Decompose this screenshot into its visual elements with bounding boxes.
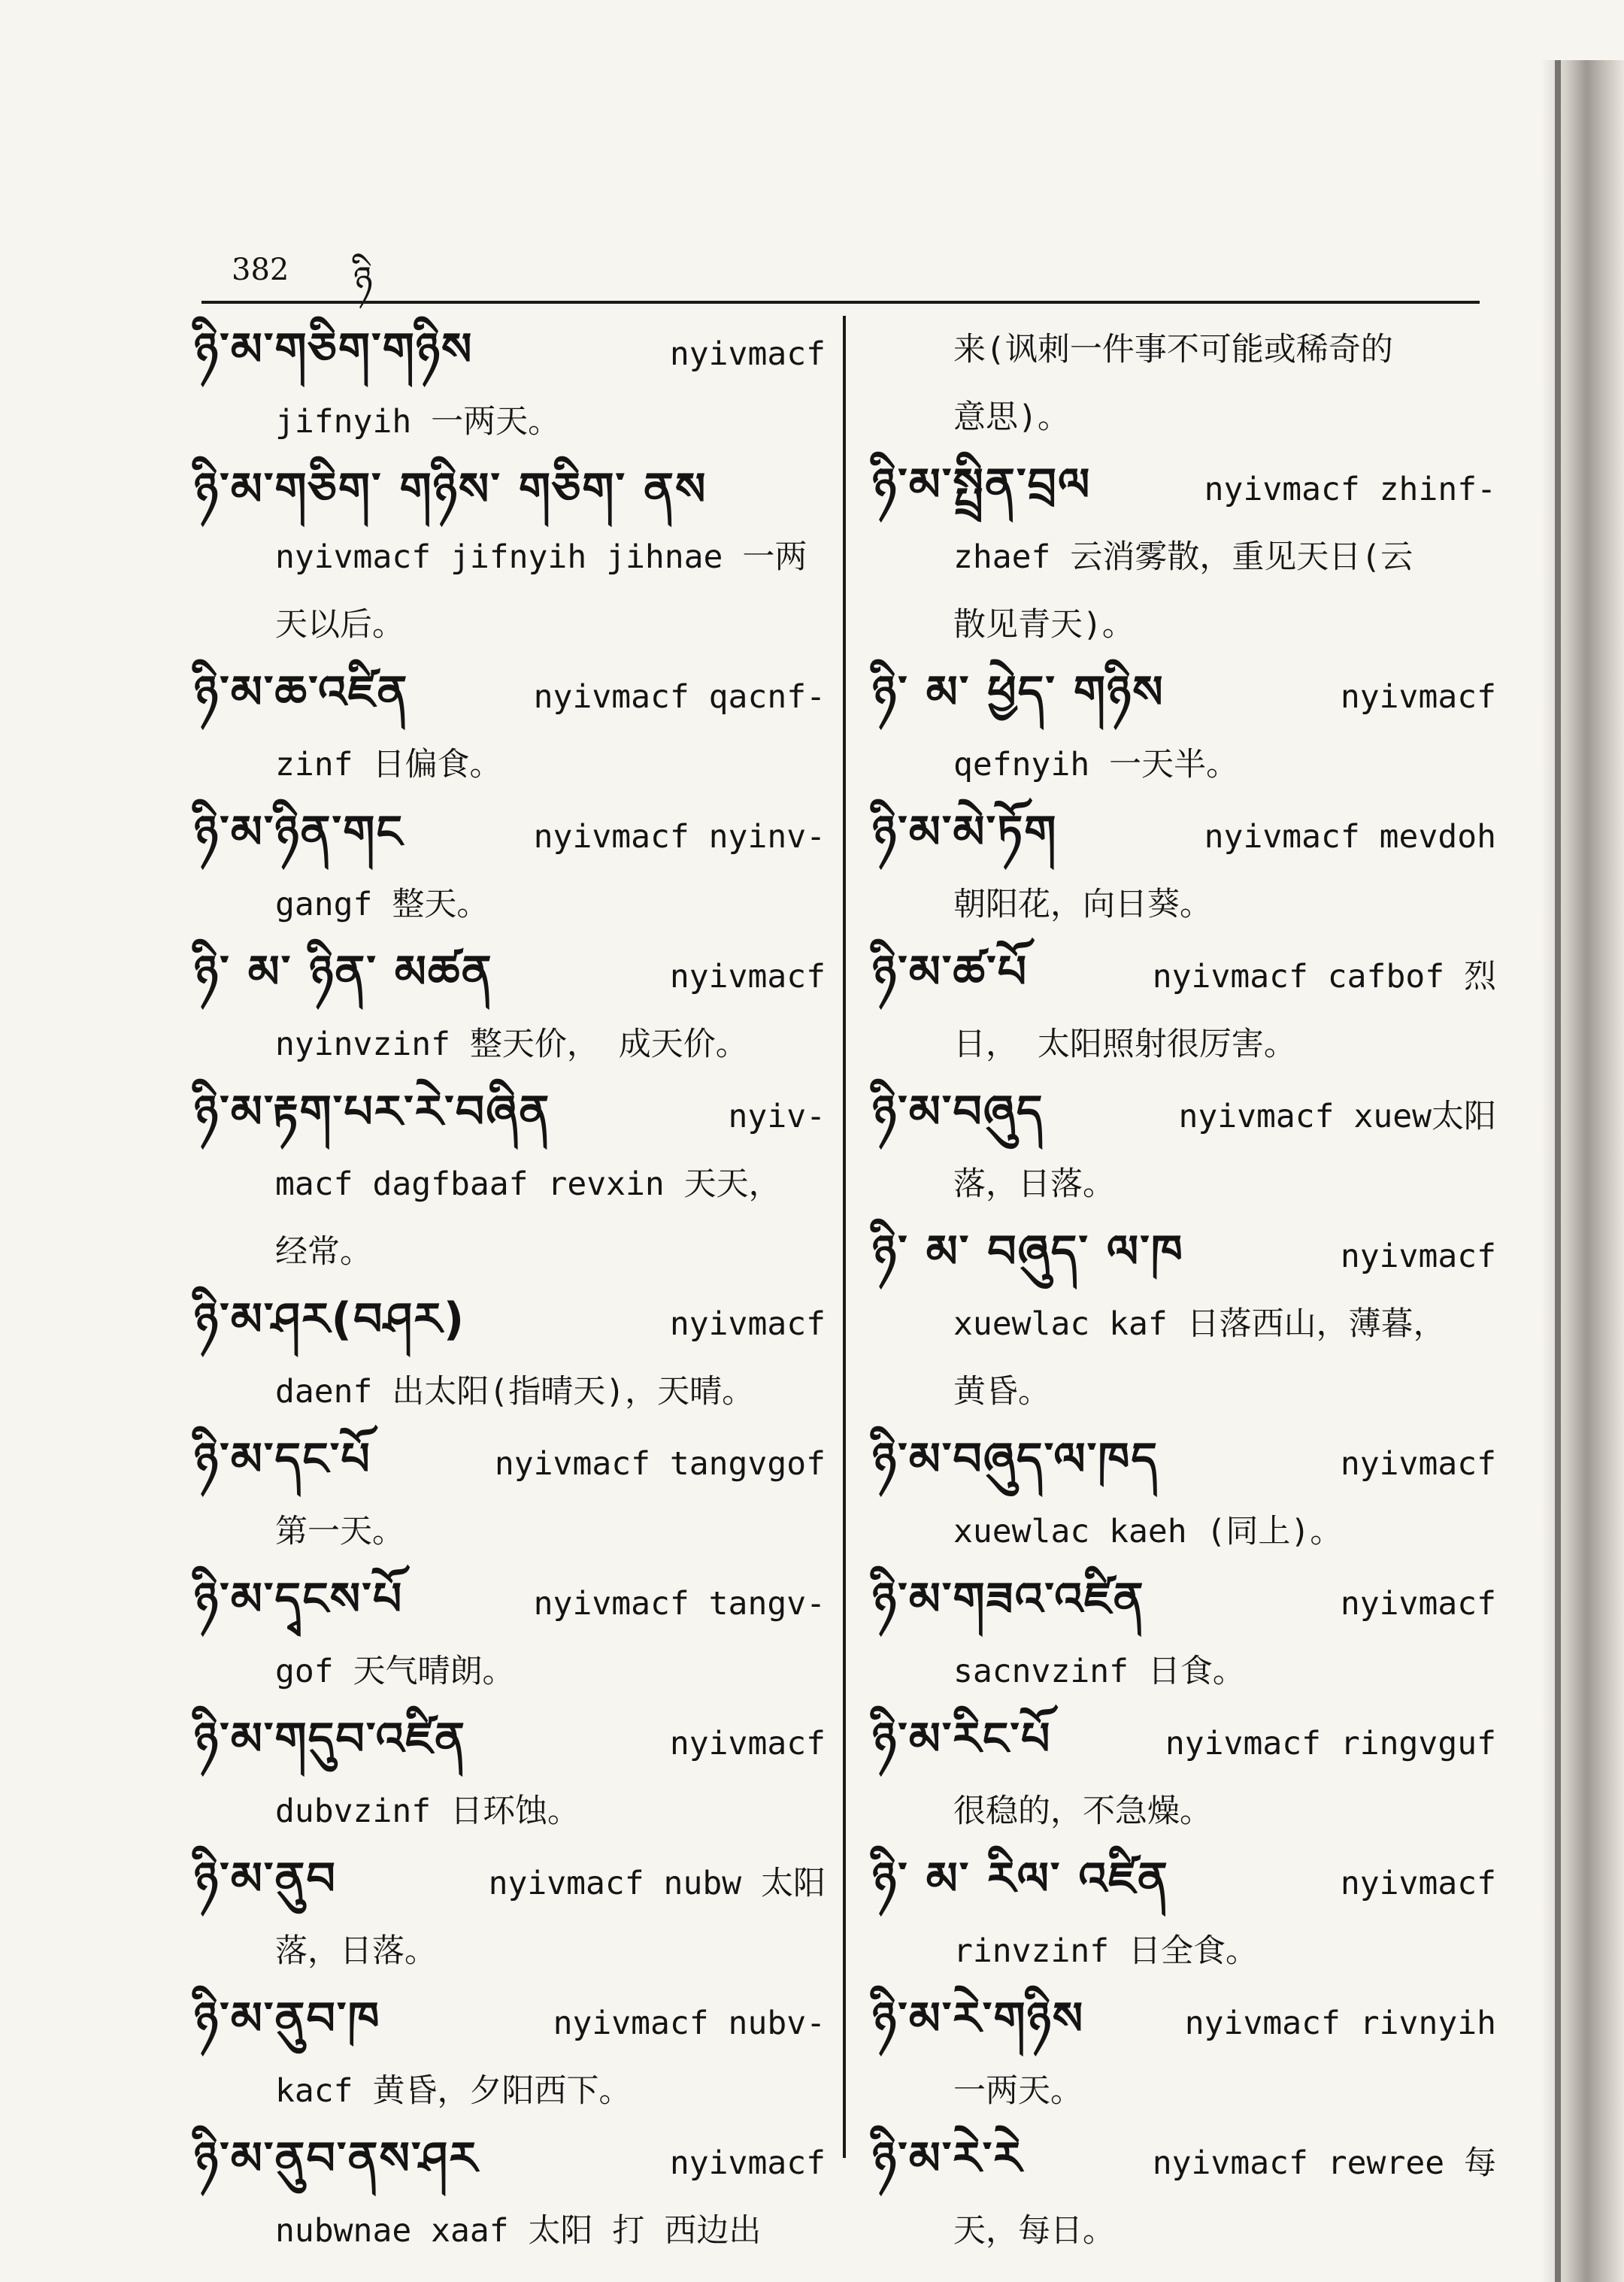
romanization: nyivmacf cafbof 烈 <box>1152 958 1496 996</box>
dictionary-entry <box>872 1426 1496 1565</box>
tibetan-headword: ཉི་མ་རྟག་པར་རེ་བཞིན <box>194 1086 551 1138</box>
dictionary-entry <box>194 1078 826 1286</box>
entry-definition-line <box>872 591 1496 659</box>
romanization: nyivmacf <box>669 1305 826 1343</box>
romanization: nyivmacf tangvgof <box>494 1445 826 1483</box>
entry-definition-line <box>194 2057 826 2125</box>
dictionary-entry <box>194 1565 826 1705</box>
dictionary-entry <box>872 2125 1496 2265</box>
entry-headword-line <box>194 1845 826 1917</box>
dictionary-entry <box>872 799 1496 938</box>
dictionary-entry <box>872 451 1496 659</box>
definition-text: macf dagfbaaf revxin 天天， <box>275 1165 781 1203</box>
definition-text: nyivmacf jifnyih jihnae 一两 <box>275 538 807 576</box>
left-column <box>194 316 826 2265</box>
tibetan-headword: ཉི་ མ་ ཉིན་ མཚན <box>194 946 493 999</box>
entry-definition-line <box>194 523 826 591</box>
entry-headword-line <box>872 1078 1496 1150</box>
running-header-letter: ཉི <box>353 259 373 301</box>
tibetan-headword: ཉི་མ་དང་པོ <box>194 1433 371 1486</box>
entry-headword-line <box>872 2125 1496 2197</box>
definition-text: gangf 整天。 <box>275 886 489 923</box>
tibetan-headword: ཉི་མ་ཚ་པོ <box>872 946 1029 999</box>
entry-definition-line <box>872 1777 1496 1845</box>
entry-definition-line <box>872 1917 1496 1985</box>
dictionary-entry <box>872 1565 1496 1705</box>
dictionary-entry <box>872 1705 1496 1845</box>
tibetan-headword: ཉི་མ་ཤར(བཤར) <box>194 1293 466 1346</box>
definition-text: sacnvzinf 日食。 <box>953 1653 1245 1690</box>
dictionary-entry <box>194 938 826 1078</box>
tibetan-headword: ཉི་མ་གཟའ་འཛིན <box>872 1573 1145 1626</box>
definition-text: nyinvzinf 整天价， 成天价。 <box>275 1026 748 1063</box>
romanization: nyivmacf xuew太阳 <box>1178 1098 1496 1135</box>
romanization: nyivmacf mevdoh <box>1204 818 1496 856</box>
entry-headword-line <box>194 1565 826 1638</box>
definition-text: dubvzinf 日环蚀。 <box>275 1793 580 1830</box>
definition-text: 落，日落。 <box>953 1165 1115 1203</box>
definition-text: daenf 出太阳(指晴天)，天晴。 <box>275 1373 755 1411</box>
entry-definition-line <box>194 388 826 456</box>
tibetan-headword: ཉི་མ་སྤྲིན་བྲལ <box>872 459 1092 511</box>
tibetan-headword: ཉི་མ་དྭངས་པོ <box>194 1573 404 1626</box>
romanization: nyivmacf nubv- <box>553 2005 826 2042</box>
entry-headword-line <box>872 1565 1496 1638</box>
tibetan-headword: ཉི་མ་ནུབ་ནས་ཤར <box>194 2132 479 2185</box>
romanization: nyivmacf tangv- <box>533 1585 826 1623</box>
entry-definition-line <box>872 2197 1496 2265</box>
right-column <box>872 316 1496 2265</box>
entry-headword-line <box>194 1426 826 1498</box>
definition-text: kacf 黄昏，夕阳西下。 <box>275 2072 632 2110</box>
definition-text: nubwnae xaaf 太阳 打 西边出 <box>275 2212 762 2250</box>
page-edge-shadow <box>1541 60 1624 2282</box>
entry-definition-line <box>194 2197 826 2265</box>
entry-headword-line <box>194 1985 826 2057</box>
entry-definition-line <box>194 591 826 659</box>
entry-definition-line <box>872 523 1496 591</box>
entry-headword-line <box>872 1705 1496 1777</box>
definition-text: 落，日落。 <box>275 1932 437 1970</box>
entry-definition-line <box>194 1011 826 1078</box>
entry-definition-line <box>872 1011 1496 1078</box>
entry-definition-line <box>872 871 1496 938</box>
romanization: nyivmacf <box>669 958 826 996</box>
romanization: nyivmacf nubw 太阳 <box>488 1865 826 1902</box>
tibetan-headword: ཉི་ མ་ ཕྱེད་ གཉིས <box>872 666 1165 719</box>
entry-headword-line <box>872 938 1496 1011</box>
dictionary-entry <box>194 659 826 799</box>
tibetan-headword: ཉི་མ་གདུབ་འཛིན <box>194 1713 467 1765</box>
entry-definition-line <box>194 1358 826 1426</box>
tibetan-headword: ཉི་མ་གཅིག་ གཉིས་ གཅིག་ ནས <box>194 463 707 516</box>
dictionary-entry <box>194 2125 826 2265</box>
romanization: nyivmacf zhinf- <box>1204 471 1496 508</box>
entry-definition-line <box>872 1638 1496 1705</box>
definition-text: 一两天。 <box>953 2072 1083 2110</box>
definition-text: 经常。 <box>275 1233 372 1271</box>
dictionary-entry <box>194 316 826 456</box>
definition-text: rinvzinf 日全食。 <box>953 1932 1258 1970</box>
entry-definition-line <box>872 383 1496 451</box>
definition-text: zhaef 云消雾散，重见天日(云 <box>953 538 1413 576</box>
definition-text: 朝阳花，向日葵。 <box>953 886 1212 923</box>
romanization: nyivmacf nyinv- <box>533 818 826 856</box>
entry-headword-line <box>194 1286 826 1358</box>
definition-text: xuewlac kaf 日落西山，薄暮， <box>953 1305 1446 1343</box>
entry-definition-line <box>194 1498 826 1565</box>
entry-definition-line <box>872 1498 1496 1565</box>
header-rule <box>201 301 1480 304</box>
definition-text: jifnyih 一两天。 <box>275 403 561 441</box>
entry-definition-line <box>872 2057 1496 2125</box>
tibetan-headword: ཉི་མ་མེ་ཏོག <box>872 806 1058 859</box>
entry-headword-line <box>194 1078 826 1150</box>
tibetan-headword: ཉི་མ་ཉིན་གང <box>194 806 404 859</box>
definition-text: 意思)。 <box>953 399 1070 436</box>
entry-definition-line <box>872 1290 1496 1358</box>
definition-text: 来(讽刺一件事不可能或稀奇的 <box>953 331 1393 368</box>
romanization: nyivmacf <box>669 1725 826 1762</box>
dictionary-entry <box>872 938 1496 1078</box>
tibetan-headword: ཉི་མ་རིང་པོ <box>872 1713 1052 1765</box>
entry-headword-line <box>872 799 1496 871</box>
page-number: 382 <box>232 253 289 287</box>
entry-definition-line <box>872 731 1496 799</box>
entry-headword-line <box>872 659 1496 731</box>
tibetan-headword: ཉི་མ་གཅིག་གཉིས <box>194 323 474 376</box>
dictionary-entry <box>872 1985 1496 2125</box>
dictionary-entry <box>872 1078 1496 1218</box>
entry-definition-line <box>194 731 826 799</box>
tibetan-headword: ཉི་མ་བཞུད <box>872 1086 1044 1138</box>
tibetan-headword: ཉི་ མ་ རིལ་ འཛིན <box>872 1853 1169 1905</box>
tibetan-headword: ཉི་མ་ནུབ <box>194 1853 337 1905</box>
romanization: nyivmacf qacnf- <box>533 678 826 716</box>
dictionary-entry <box>194 799 826 938</box>
dictionary-entry <box>194 1286 826 1426</box>
dictionary-entry <box>194 1705 826 1845</box>
entry-definition-line <box>194 1777 826 1845</box>
definition-text: 黄昏。 <box>953 1373 1050 1411</box>
romanization: nyivmacf ringvguf <box>1165 1725 1496 1762</box>
entry-definition-line <box>872 316 1496 383</box>
tibetan-headword: ཉི་མ་རེ་རེ <box>872 2132 1023 2185</box>
entry-definition-line <box>194 1218 826 1286</box>
tibetan-headword: ཉི་ མ་ བཞུད་ ལ་ཁ <box>872 1226 1184 1278</box>
entry-headword-line <box>872 1985 1496 2057</box>
romanization: nyivmacf <box>1340 1445 1496 1483</box>
romanization: nyivmacf <box>669 335 826 373</box>
entry-definition-line <box>194 1917 826 1985</box>
definition-text: xuewlac kaeh (同上)。 <box>953 1513 1343 1550</box>
tibetan-headword: ཉི་མ་བཞུད་ལ་ཁད <box>872 1433 1159 1486</box>
romanization: nyivmacf rewree 每 <box>1152 2144 1496 2182</box>
entry-headword-line <box>194 2125 826 2197</box>
dictionary-entry <box>872 1845 1496 1985</box>
entry-headword-line <box>194 659 826 731</box>
tibetan-headword: ཉི་མ་རེ་གཉིས <box>872 1993 1085 2045</box>
definition-text: zinf 日偏食。 <box>275 746 502 783</box>
entry-definition-line <box>872 1150 1496 1218</box>
romanization: nyivmacf rivnyih <box>1184 2005 1496 2042</box>
entry-definition-line <box>194 1150 826 1218</box>
dictionary-entry <box>194 1426 826 1565</box>
entry-headword-line <box>194 456 826 523</box>
entry-definition-line <box>194 1638 826 1705</box>
entry-definition-line <box>872 1358 1496 1426</box>
romanization: nyivmacf <box>1340 1585 1496 1623</box>
entry-headword-line <box>194 1705 826 1777</box>
definition-text: 散见青天)。 <box>953 606 1135 644</box>
entry-definition-line <box>194 871 826 938</box>
romanization: nyivmacf <box>1340 1865 1496 1902</box>
dictionary-entry <box>872 316 1496 451</box>
entry-headword-line <box>872 1845 1496 1917</box>
entry-headword-line <box>872 451 1496 523</box>
tibetan-headword: ཉི་མ་ཆ་འཛིན <box>194 666 409 719</box>
entry-headword-line <box>872 1426 1496 1498</box>
entry-headword-line <box>194 316 826 388</box>
entry-headword-line <box>872 1218 1496 1290</box>
entry-headword-line <box>194 799 826 871</box>
dictionary-entry <box>194 1985 826 2125</box>
definition-text: gof 天气晴朗。 <box>275 1653 515 1690</box>
definition-text: 很稳的，不急燥。 <box>953 1793 1212 1830</box>
dictionary-entry <box>194 456 826 659</box>
entry-headword-line <box>194 938 826 1011</box>
romanization: nyivmacf <box>669 2144 826 2182</box>
tibetan-headword: ཉི་མ་ནུབ་ཁ <box>194 1993 381 2045</box>
dictionary-entry <box>194 1845 826 1985</box>
romanization: nyiv- <box>728 1098 826 1135</box>
definition-text: 天以后。 <box>275 606 404 644</box>
romanization: nyivmacf <box>1340 678 1496 716</box>
column-divider <box>843 316 846 2158</box>
definition-text: 日， 太阳照射很厉害。 <box>953 1026 1296 1063</box>
definition-text: 第一天。 <box>275 1513 404 1550</box>
romanization: nyivmacf <box>1340 1238 1496 1275</box>
definition-text: 天，每日。 <box>953 2212 1115 2250</box>
dictionary-entry <box>872 659 1496 799</box>
definition-text: qefnyih 一天半。 <box>953 746 1239 783</box>
dictionary-entry <box>872 1218 1496 1426</box>
